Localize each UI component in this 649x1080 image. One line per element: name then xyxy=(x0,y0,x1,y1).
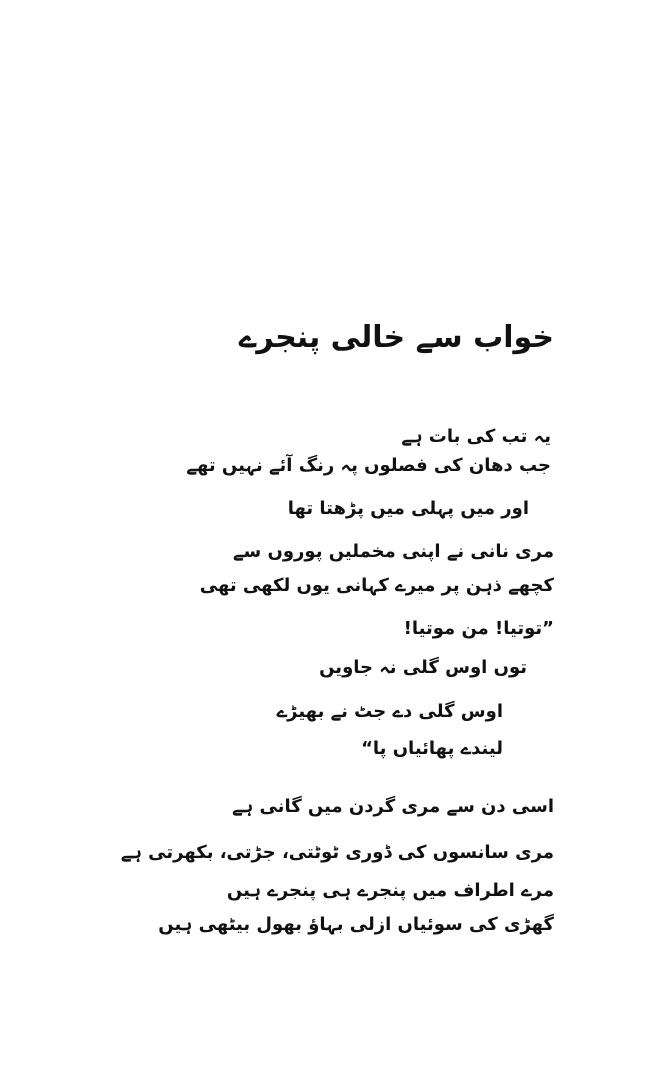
poem-line: اسی دن سے مری گردن میں گانی ہے xyxy=(232,796,554,817)
poem-line: اور میں پہلی میں پڑھتا تھا xyxy=(287,498,529,519)
poem-line: ”توتیا! من موتیا! xyxy=(403,618,554,639)
poem-title: خواب سے خالی پنجرے xyxy=(238,320,554,355)
poem-line: گھڑی کی سوئیاں ازلی بہاؤ بھول بیٹھی ہیں xyxy=(158,914,554,935)
poem-line: اوس گلی دے جٹ نے بھیڑے xyxy=(276,701,503,722)
poem-line: لیندے پھائیاں پا“ xyxy=(361,738,503,759)
poem-line: مرے اطراف میں پنجرے ہی پنجرے ہیں xyxy=(226,880,554,901)
poem-line: کچھے ذہن پر میرے کہانی یوں لکھی تھی xyxy=(199,575,554,596)
poem-line: جب دھان کی فصلوں پہ رنگ آئے نہیں تھے xyxy=(186,455,551,476)
poem-line: یہ تب کی بات ہے xyxy=(401,426,551,447)
poem-line: مری سانسوں کی ڈوری ٹوٹتی، جڑتی، بکھرتی ہے xyxy=(120,842,554,863)
poem-line: توں اوس گلی نہ جاویں xyxy=(319,657,527,678)
poem-line: مری نانی نے اپنی مخملیں پوروں سے xyxy=(232,541,554,562)
